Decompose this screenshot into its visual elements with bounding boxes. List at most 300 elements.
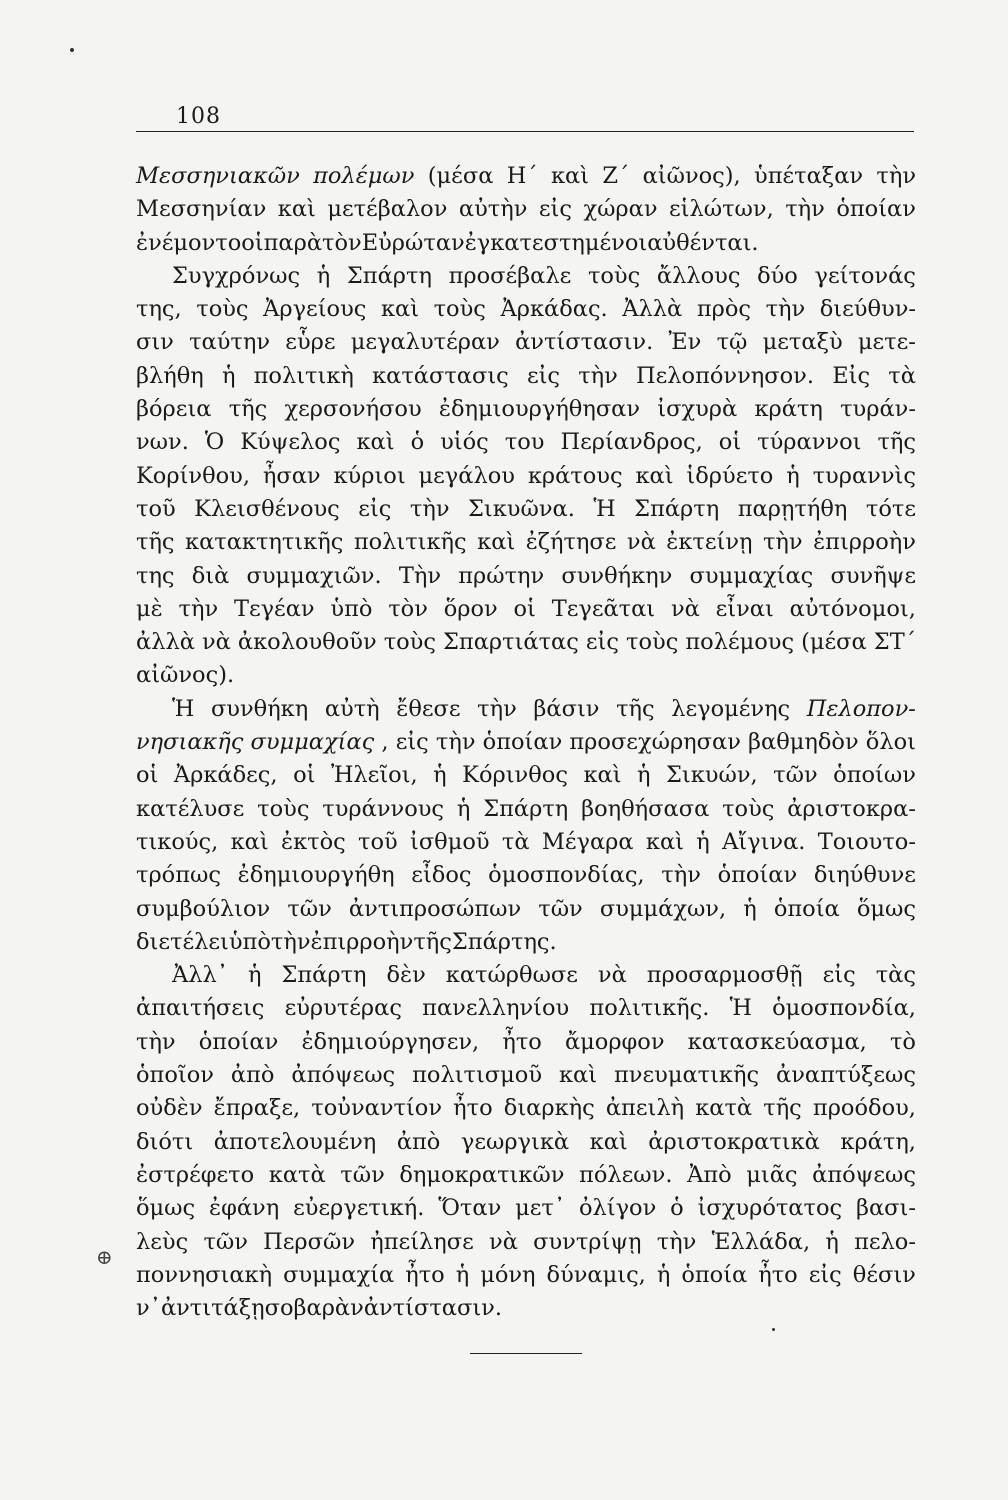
word: μεταξὺ	[762, 329, 843, 356]
word: εὐρυτέρας	[284, 995, 402, 1022]
word: οἱ	[241, 229, 264, 256]
word: ἀπειλὴ	[605, 1095, 685, 1122]
word: τὰ	[501, 828, 530, 855]
word: συνθήκη	[210, 695, 309, 722]
word: τοὺς	[587, 262, 641, 289]
text-line	[136, 1059, 916, 1092]
word: Ἀπὸ	[687, 1161, 732, 1188]
text-line	[136, 460, 916, 493]
word: συμμαχιῶν.	[246, 562, 382, 589]
word: τῆς	[877, 429, 916, 456]
word: ὁποίων	[833, 762, 916, 789]
word: ὅρον	[443, 595, 498, 622]
word: ἐπιρροὴν	[813, 529, 916, 556]
text-line	[136, 626, 916, 659]
word: συμβούλιον	[136, 895, 271, 922]
word: εἰς	[358, 495, 392, 522]
word: προσεχώρησαν	[569, 729, 741, 756]
word: ἡ	[696, 828, 710, 855]
word: παρὰ	[263, 229, 323, 256]
word: ἠπείλησε	[370, 1228, 474, 1255]
text-line	[136, 859, 916, 892]
word: μὲ	[136, 595, 163, 622]
word: Κλεισθένους	[194, 495, 340, 522]
word: Ἑλλάδα,	[711, 1228, 811, 1255]
word: κατὰ	[695, 1095, 753, 1122]
word: κύριοι	[333, 462, 406, 489]
word: ἡ	[656, 1261, 671, 1288]
word: ἐκτείνῃ	[666, 529, 753, 556]
word: ἰσχυρὰ	[657, 396, 738, 423]
word: ἐνέμοντο	[136, 229, 242, 256]
word: τῆς	[136, 529, 175, 556]
word: Ἀρκάδες,	[173, 762, 278, 789]
word: νὰ	[201, 629, 231, 656]
word: ἐδημιουργήθη	[237, 862, 395, 889]
word: ν᾽	[136, 1295, 161, 1322]
text-line	[136, 659, 916, 692]
word: ἡ	[786, 462, 800, 489]
word: Πελοπόννησον.	[636, 362, 815, 389]
text-line	[136, 1159, 916, 1192]
word: ἀντίστασιν.	[515, 329, 654, 356]
word: ἀποτελουμένη	[213, 1128, 377, 1155]
word: Ἡ	[729, 995, 752, 1022]
word: Ἡ	[172, 695, 195, 722]
word: τὴν	[477, 695, 517, 722]
text-line	[136, 160, 916, 193]
word: κατακτητικῆς	[185, 529, 344, 556]
word: ὁ	[410, 429, 425, 456]
word: πελο-	[854, 1228, 916, 1255]
word: κατώρθωσε	[445, 962, 578, 989]
text-line	[136, 193, 916, 226]
word: ἀντίστασιν.	[363, 1295, 502, 1322]
word: της	[136, 562, 175, 589]
word: Μεσσηνιακῶν	[136, 163, 300, 189]
word: τυραννὶς	[812, 462, 916, 489]
word: τῆς	[413, 928, 452, 955]
word: δημοκρατικῶν	[399, 1161, 565, 1188]
word: διαρκὴς	[503, 1095, 595, 1122]
word: προόδου,	[812, 1095, 916, 1122]
word: ὅμως	[136, 1195, 196, 1222]
word: ὑπὸ	[330, 595, 373, 622]
text-line	[136, 1092, 916, 1125]
word: δὲν	[386, 962, 426, 989]
word: μετε-	[857, 329, 916, 356]
word: ὁ	[670, 1195, 684, 1222]
word: Τεγέαν	[233, 595, 315, 622]
word: εἰς	[538, 196, 572, 223]
word: τὰς	[875, 962, 916, 989]
word: ὁποῖον	[136, 1062, 214, 1089]
text-line	[136, 1226, 916, 1259]
word: αὐτόνομοι,	[789, 595, 916, 622]
word: Η΄	[506, 163, 538, 189]
word: μεγάλου	[418, 462, 515, 489]
text-line	[136, 926, 916, 959]
word: τὴν	[270, 928, 311, 955]
word: ὁποίαν	[836, 196, 916, 223]
word: Μέγαρα	[541, 828, 634, 855]
text-line	[136, 426, 916, 459]
word: σιν	[136, 329, 174, 356]
word: μεγαλυτέραν	[350, 329, 500, 356]
word: προσαρμοσθῇ	[646, 962, 803, 989]
word: διηύθυνε	[813, 862, 916, 889]
word: σοβαρὰν	[264, 1295, 364, 1322]
word: τὴν	[136, 1028, 176, 1055]
word: ἦτο	[405, 1261, 445, 1288]
word: τοὺς	[257, 795, 310, 822]
word: ἔθεσε	[396, 695, 461, 722]
word: εἰς	[395, 729, 429, 756]
word: ἄλλους	[656, 262, 741, 289]
word: καὶ	[589, 1128, 628, 1155]
word: Σπάρτη	[483, 795, 569, 822]
word: αὐτὴν	[458, 196, 528, 223]
word: καὶ	[230, 828, 269, 855]
word: αἰῶνος).	[136, 662, 235, 689]
word: Κορίνθου,	[136, 462, 251, 489]
word: πανελληνίου	[422, 995, 570, 1022]
word: εἱλώτων,	[669, 196, 774, 223]
word: πολιτικὴ	[253, 362, 354, 389]
word: τὴν	[762, 529, 803, 556]
word: βλήθη	[136, 362, 204, 389]
text-line	[136, 393, 916, 426]
word: καὶ	[645, 828, 684, 855]
word: ἦτο	[758, 1261, 798, 1288]
word: νησιακῆς	[136, 729, 244, 756]
page-number: 108	[176, 104, 221, 129]
word: βασι-	[855, 1195, 916, 1222]
text-line	[136, 726, 916, 759]
word: χερσονήσου	[284, 396, 422, 423]
word: Ὅταν	[438, 1195, 502, 1222]
word: τυράννους	[322, 795, 445, 822]
word: τῶν	[287, 895, 332, 922]
word: Ἠλεῖοι,	[330, 762, 418, 789]
word: εἰς	[822, 962, 856, 989]
word: ἦσαν	[262, 462, 321, 489]
word: πνευματικῆς	[614, 1062, 760, 1089]
word: ἦτο	[502, 1028, 542, 1055]
word: κράτους	[527, 462, 623, 489]
word: λεὺς	[136, 1228, 189, 1255]
word: Ἀλλ᾽	[172, 962, 229, 989]
word: συντρίψῃ	[533, 1228, 642, 1255]
word: πόλεων.	[579, 1161, 673, 1188]
text-line	[136, 493, 916, 526]
word: ὁποίαν	[717, 862, 798, 889]
word: ἡ	[248, 962, 262, 989]
word: ἀλλὰ	[136, 629, 195, 656]
word: Τὴν	[398, 562, 441, 589]
word: τυράν-	[840, 396, 916, 423]
word: καὶ	[550, 163, 590, 189]
word: ἀριστοκρα-	[787, 795, 916, 822]
text-line	[136, 227, 916, 260]
word: υἱός	[440, 429, 489, 456]
word: τῷ	[716, 329, 748, 356]
text-line	[136, 1126, 916, 1159]
word: οἱ	[293, 762, 316, 789]
word: ἐγκατεστημένοι	[464, 229, 648, 256]
word: ἡ	[456, 795, 471, 822]
text-line	[136, 793, 916, 826]
word: διεύθυν-	[819, 296, 916, 323]
word: τοὺς	[383, 629, 436, 656]
word: γεωργικὰ	[460, 1128, 570, 1155]
word: συμμαχίας	[689, 562, 814, 589]
word: μόνη	[480, 1261, 536, 1288]
word: ὁποίαν	[198, 1028, 279, 1055]
word: ἔπραξε,	[213, 1095, 301, 1122]
word: ἐζήτησε	[525, 529, 617, 556]
word: Ἐν	[668, 329, 702, 356]
word: ἀπόψεως	[812, 1161, 916, 1188]
word: γείτονάς	[814, 262, 916, 289]
word: δύο	[757, 262, 798, 289]
word: εἶδος	[411, 862, 472, 889]
word: (μέσα	[801, 629, 867, 656]
word: ἐφάνη	[209, 1195, 280, 1222]
word: ἐδημιούργησεν,	[301, 1028, 480, 1055]
word: ὑπὸ	[228, 928, 271, 955]
text-line	[136, 593, 916, 626]
word: τὸν	[388, 595, 428, 622]
word: Εὐρώταν	[361, 229, 465, 256]
word: πολιτικῆς	[353, 529, 467, 556]
word: τικούς,	[136, 828, 219, 855]
word: ἐπιρροὴν	[310, 928, 414, 955]
word: δύναμις,	[546, 1261, 646, 1288]
word: διετέλει	[136, 928, 229, 955]
word: ἀντιπροσώπων	[348, 895, 522, 922]
word: ΣΤ΄	[873, 629, 916, 656]
word: Σικυών,	[666, 762, 758, 789]
word: τοὐναντίον	[311, 1095, 443, 1122]
word: πολιτισμοῦ	[412, 1062, 543, 1089]
word: συμμάχων,	[599, 895, 727, 922]
word: τῶν	[340, 1161, 385, 1188]
word: ταύτην	[189, 329, 271, 356]
word: ἐκτὸς	[281, 828, 346, 855]
word: τὴν	[661, 862, 701, 889]
word: της,	[136, 296, 182, 323]
word: τὰ	[888, 362, 916, 389]
word: τῆς	[228, 396, 268, 423]
word: τῆς	[763, 1095, 802, 1122]
word: ἡ	[455, 1261, 470, 1288]
word: ὅμως	[856, 895, 916, 922]
word: Σπάρτη	[346, 262, 432, 289]
word: κράτη,	[840, 1128, 916, 1155]
text-line	[136, 759, 916, 792]
margin-mark: ⊕	[96, 1245, 113, 1269]
word: λεγομένης	[671, 695, 791, 722]
word: Σικυῶνα.	[468, 495, 575, 522]
word: Ἀρκάδας.	[500, 296, 608, 323]
word: πρώτην	[458, 562, 545, 589]
word: εἰς	[585, 629, 619, 656]
text-line	[136, 992, 916, 1025]
word: ποννησιακὴ	[136, 1261, 273, 1288]
word: τοὺς	[433, 296, 486, 323]
word: βοηθήσασα	[581, 795, 710, 822]
word: καὶ	[583, 762, 622, 789]
word: καὶ	[477, 529, 516, 556]
word: ἡ	[221, 362, 236, 389]
word: ὅλοι	[865, 729, 916, 756]
text-line	[136, 293, 916, 326]
word: Ἀλλὰ	[622, 296, 683, 323]
word: καὶ	[558, 1062, 598, 1089]
word: ἀπὸ	[230, 1062, 275, 1089]
word: τοῦ	[358, 828, 398, 855]
word: πολέμους	[685, 629, 795, 656]
word: Τοιουτο-	[817, 828, 916, 855]
word: εἶναι	[715, 595, 774, 622]
word: πρὸς	[696, 296, 751, 323]
word: εὗρε	[285, 329, 336, 356]
word: ὁποίαν	[482, 729, 563, 756]
word: τοὺς	[626, 629, 679, 656]
word: καὶ	[635, 462, 674, 489]
word: χώραν	[583, 196, 658, 223]
word: Περίανδρος,	[560, 429, 703, 456]
word: καὶ	[356, 429, 395, 456]
word: νὰ	[626, 529, 656, 556]
word: Εἰς	[832, 362, 871, 389]
word: τῆς	[616, 695, 655, 722]
word: Κύψελος	[240, 429, 341, 456]
word: τὴν	[785, 196, 825, 223]
text-line	[136, 260, 916, 293]
word: τὴν	[656, 1228, 697, 1255]
word: ὁποία	[773, 895, 840, 922]
word: οἱ	[513, 595, 536, 622]
word: αὐθένται.	[647, 229, 759, 256]
word: τύραννοι	[757, 429, 862, 456]
header-rule	[136, 131, 914, 132]
text-line	[136, 693, 916, 726]
word: του	[504, 429, 545, 456]
word: κατάστασις	[372, 362, 509, 389]
word: συνθήκην	[561, 562, 673, 589]
word: ὑπέταξαν	[754, 163, 864, 189]
word: (μέσα	[427, 163, 494, 189]
word: αἰῶνος),	[642, 163, 741, 189]
word: τὴν	[765, 296, 806, 323]
word: τὴν	[578, 362, 618, 389]
word: τῶν	[773, 762, 818, 789]
word: τὸν	[322, 229, 362, 256]
word: ἐστρέφετο	[136, 1161, 255, 1188]
word: τοὺς	[196, 296, 249, 323]
word: συμμαχία	[283, 1261, 395, 1288]
word: ἀπαιτήσεις	[136, 995, 265, 1022]
word: διὰ	[191, 562, 230, 589]
word: Σπάρτη	[281, 962, 367, 989]
word: ἡ	[825, 1228, 839, 1255]
word: οὐδὲν	[136, 1095, 203, 1122]
word: ἡ	[637, 762, 651, 789]
word: καὶ	[380, 296, 420, 323]
word: Ἡ	[593, 495, 616, 522]
word: ὁμοσπονδίας,	[488, 862, 645, 889]
word: ἀριστοκρατικὰ	[648, 1128, 820, 1155]
word: αὐτὴ	[324, 695, 380, 722]
text-line	[136, 1026, 916, 1059]
word: Ζ΄	[602, 163, 630, 189]
word: ἀντιτάξῃ	[160, 1295, 265, 1322]
word: τῶν	[538, 895, 583, 922]
word: συμμαχίας	[250, 729, 375, 756]
word: ἀπὸ	[396, 1128, 441, 1155]
word: βάσιν	[533, 695, 600, 722]
word: εἰς	[526, 362, 561, 389]
word: προσέβαλε	[448, 262, 572, 289]
word: Συγχρόνως	[172, 262, 301, 289]
word: ἐδημιουργήθησαν	[438, 396, 641, 423]
word: Περσῶν	[263, 1228, 356, 1255]
text-line	[136, 560, 916, 593]
end-rule	[470, 1353, 582, 1354]
word: κατασκεύασμα,	[687, 1028, 867, 1055]
word: πολιτικῆς.	[589, 995, 710, 1022]
word: πολέμων	[313, 163, 415, 189]
text-line	[136, 893, 916, 926]
word: νὰ	[489, 1228, 518, 1255]
word: ἀκολουθοῦν	[237, 629, 377, 656]
word: οἱ	[136, 762, 159, 789]
text-line	[136, 826, 916, 859]
word: ἀναπτύξεως	[776, 1062, 916, 1089]
word: τότε	[865, 495, 916, 522]
word: τοῦ	[136, 495, 176, 522]
word: κράτη	[754, 396, 823, 423]
word: ἡ	[433, 762, 447, 789]
word: Τεγεᾶται	[551, 595, 656, 622]
word: νὰ	[670, 595, 700, 622]
word: τῶν	[203, 1228, 248, 1255]
word: ἀπόψεως	[291, 1062, 396, 1089]
word: τὸ	[889, 1028, 916, 1055]
word: ἱδρύετο	[686, 462, 774, 489]
word: τὴν	[435, 729, 476, 756]
word: νων.	[136, 429, 189, 456]
word: ἰσθμοῦ	[410, 828, 490, 855]
word: τὴν	[178, 595, 219, 622]
word: ὀλίγον	[578, 1195, 657, 1222]
word: ἄμορφον	[564, 1028, 665, 1055]
word: ἰσχυρότατος	[697, 1195, 843, 1222]
word: μετέβαλον	[327, 196, 448, 223]
word: Πελοπον-	[806, 695, 916, 722]
word: τοὺς	[722, 795, 775, 822]
word: ἡ	[316, 262, 331, 289]
word: Μεσσηνίαν	[136, 196, 267, 223]
word: εἰς	[808, 1261, 842, 1288]
word: Σπάρτη	[634, 495, 720, 522]
word: καὶ	[277, 196, 316, 223]
word: Ὁ	[204, 429, 225, 456]
word: τρόπως	[136, 862, 221, 889]
ink-speck	[772, 1328, 775, 1331]
